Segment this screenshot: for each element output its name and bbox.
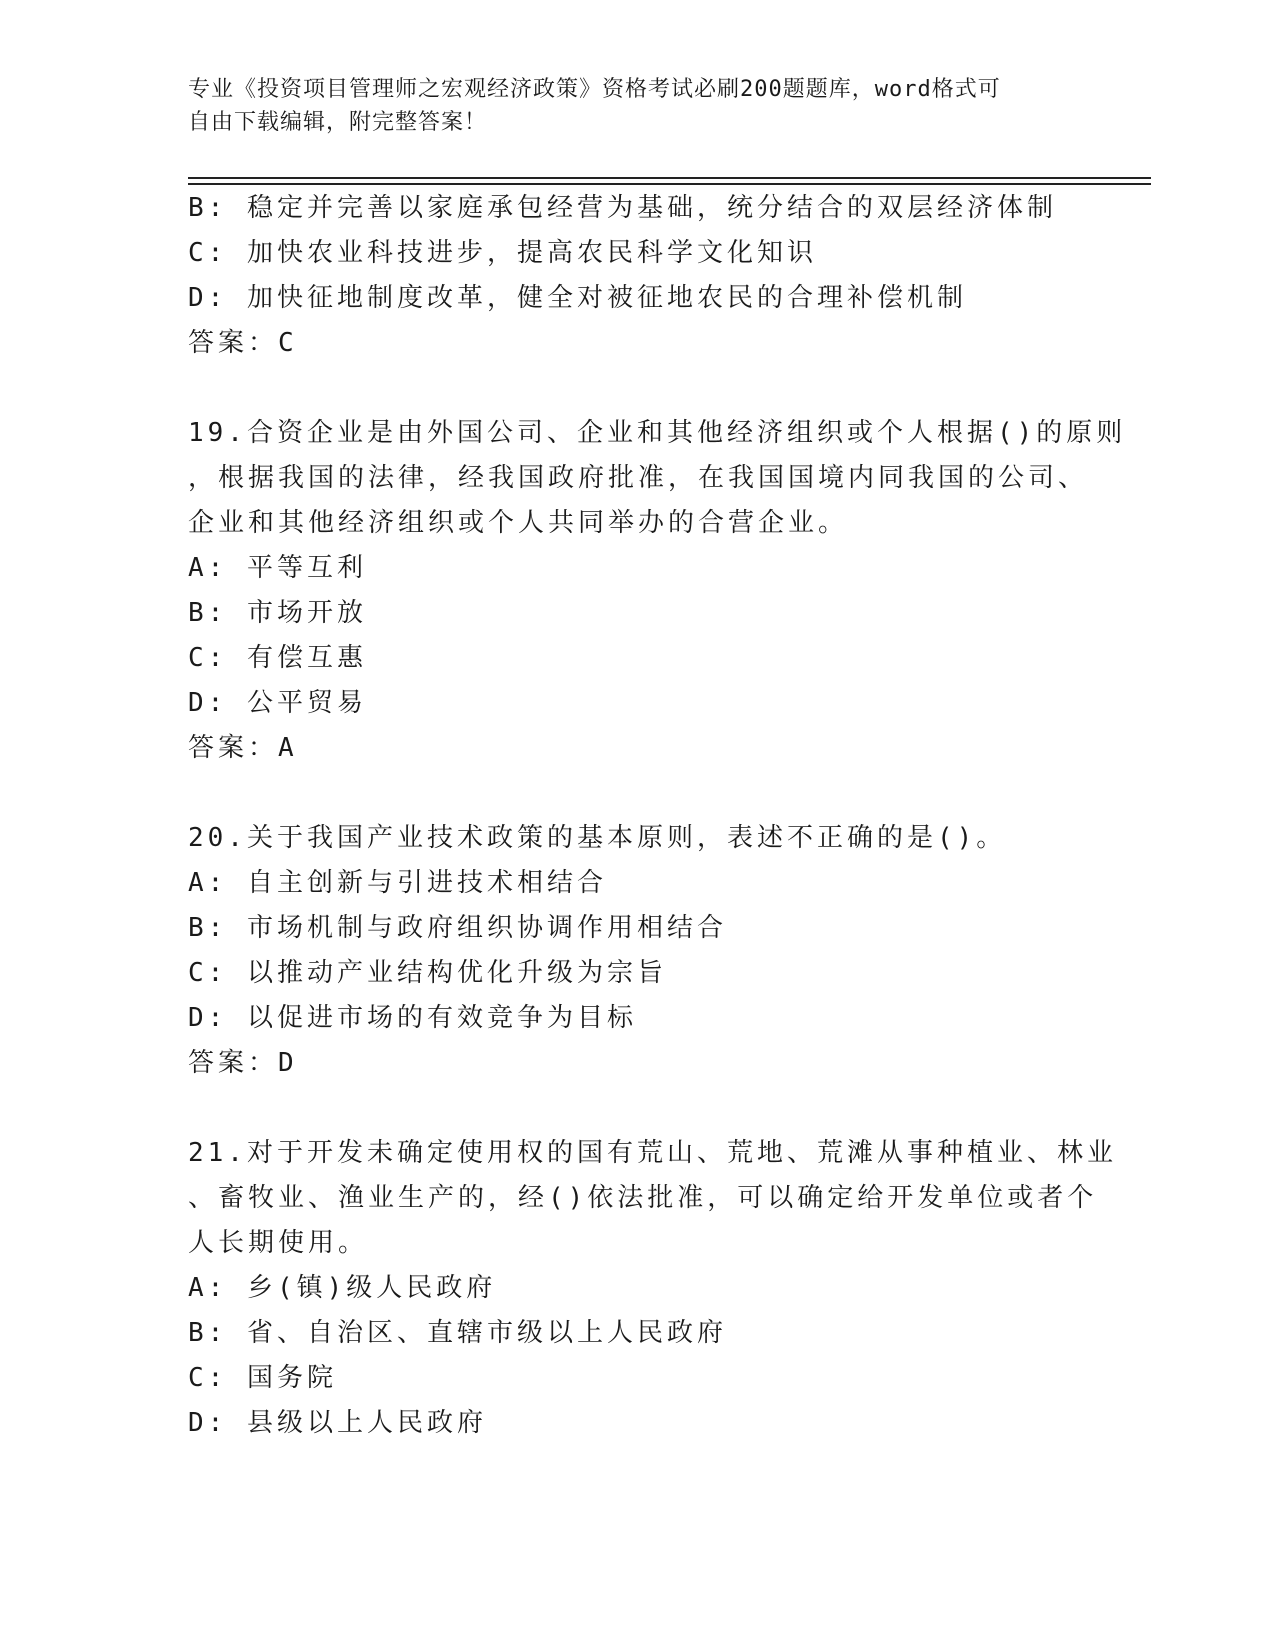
option-line: A: 平等互利 xyxy=(188,553,367,583)
option-line: C: 以推动产业结构优化升级为宗旨 xyxy=(188,958,667,988)
option-line: B: 稳定并完善以家庭承包经营为基础，统分结合的双层经济体制 xyxy=(188,193,1057,223)
option-line: B: 省、自治区、直辖市级以上人民政府 xyxy=(188,1318,727,1348)
answer-line: 答案：A xyxy=(188,733,298,763)
option-line: A: 乡(镇)级人民政府 xyxy=(188,1273,497,1303)
header-divider-bottom xyxy=(188,183,1151,185)
option-line: D: 县级以上人民政府 xyxy=(188,1408,487,1438)
question-text: 、畜牧业、渔业生产的，经()依法批准，可以确定给开发单位或者个 xyxy=(188,1183,1098,1213)
question-text: 企业和其他经济组织或个人共同举办的合营企业。 xyxy=(188,508,849,538)
question-text: ，根据我国的法律，经我国政府批准，在我国国境内同我国的公司、 xyxy=(188,463,1089,493)
question-text: 人长期使用。 xyxy=(188,1228,369,1258)
option-line: C: 有偿互惠 xyxy=(188,643,367,673)
document-header xyxy=(188,73,1088,139)
header-line-1: 专业《投资项目管理师之宏观经济政策》资格考试必刷200题题库，word格式可 xyxy=(188,77,1001,102)
question-text: 21.对于开发未确定使用权的国有荒山、荒地、荒滩从事种植业、林业 xyxy=(188,1138,1117,1168)
answer-line: 答案：D xyxy=(188,1048,298,1078)
option-line: C: 加快农业科技进步，提高农民科学文化知识 xyxy=(188,238,817,268)
option-line: B: 市场机制与政府组织协调作用相结合 xyxy=(188,913,727,943)
header-line-2: 自由下载编辑，附完整答案！ xyxy=(188,110,488,135)
question-text: 20.关于我国产业技术政策的基本原则，表述不正确的是()。 xyxy=(188,823,1007,853)
option-line: D: 加快征地制度改革，健全对被征地农民的合理补偿机制 xyxy=(188,283,967,313)
option-line: D: 以促进市场的有效竞争为目标 xyxy=(188,1003,637,1033)
option-line: C: 国务院 xyxy=(188,1363,337,1393)
option-line: B: 市场开放 xyxy=(188,598,367,628)
option-line: D: 公平贸易 xyxy=(188,688,367,718)
answer-line: 答案：C xyxy=(188,328,298,358)
question-text: 19.合资企业是由外国公司、企业和其他经济组织或个人根据()的原则 xyxy=(188,418,1127,448)
header-divider-top xyxy=(188,177,1151,179)
option-line: A: 自主创新与引进技术相结合 xyxy=(188,868,607,898)
